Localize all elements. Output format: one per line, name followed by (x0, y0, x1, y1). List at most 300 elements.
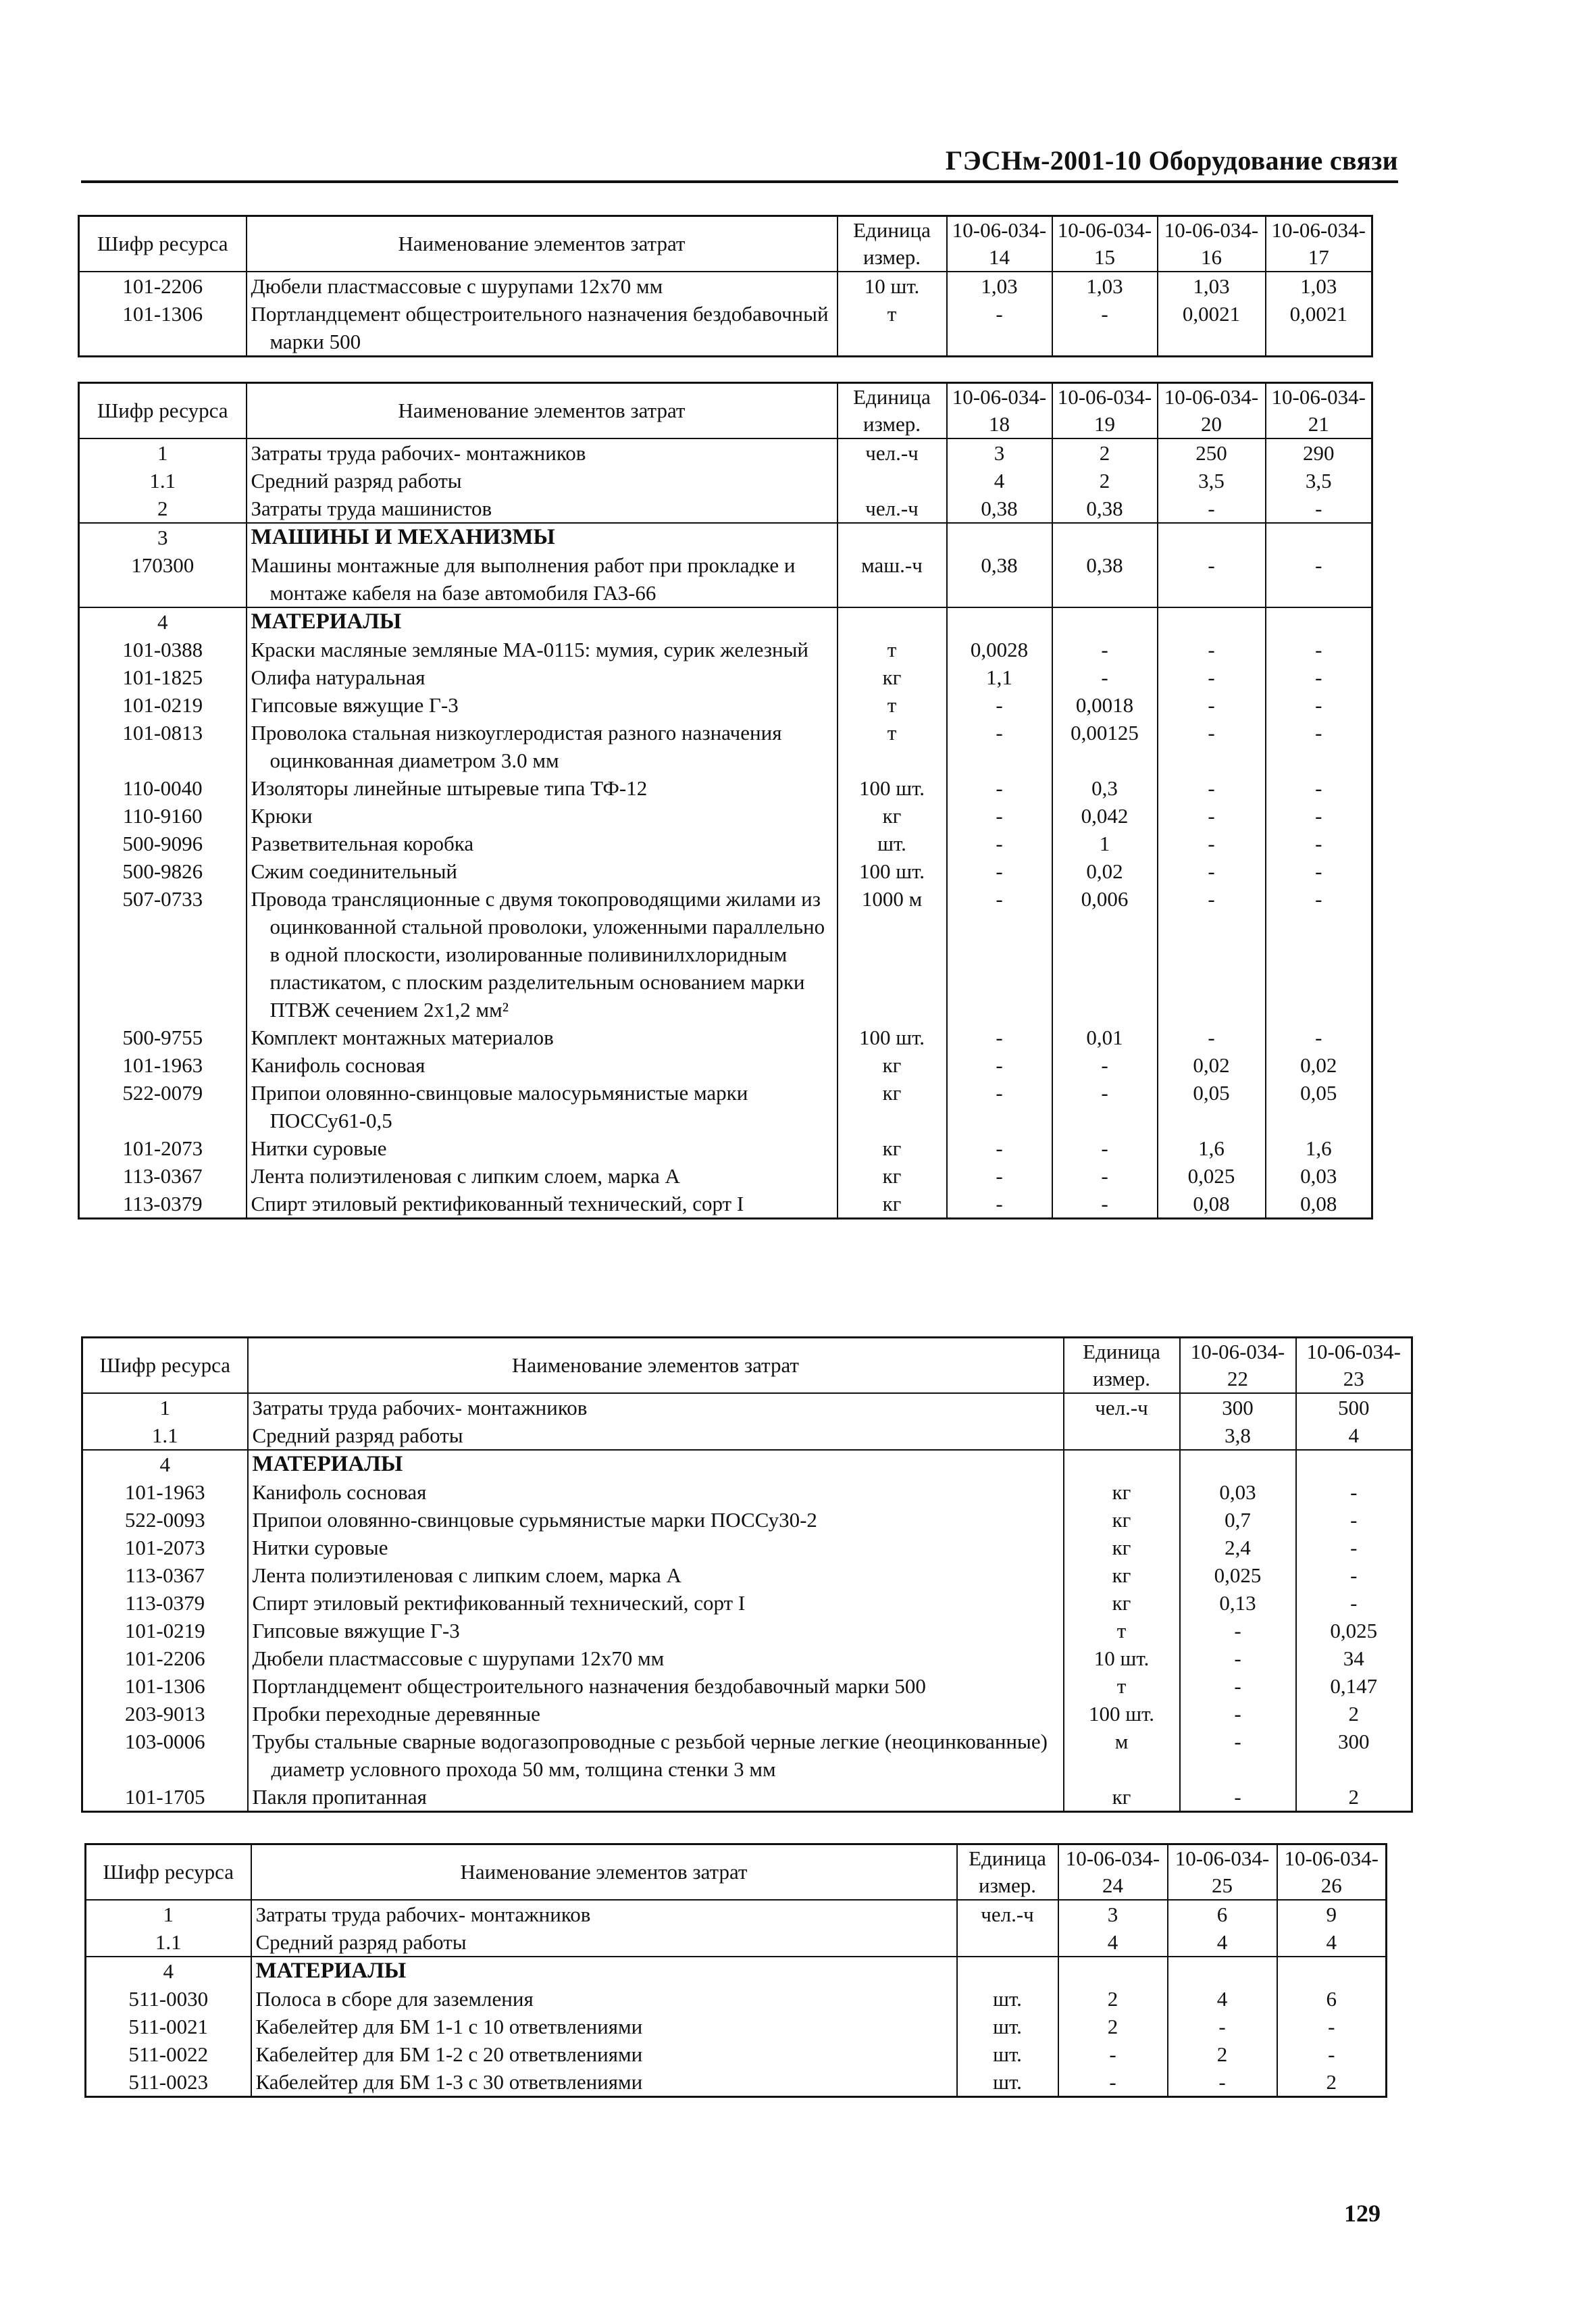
norm-value: 9 (1277, 1900, 1387, 1928)
cost-element-name: Припои оловянно-свинцовые малосурьмянистые марки ПОССу61-0,5 (251, 1081, 748, 1132)
norm-value: - (1266, 774, 1372, 802)
cost-element-name: Средний разряд работы (252, 1424, 463, 1447)
norm-code-header: 10-06-034-26 (1277, 1844, 1387, 1901)
norm-value: - (1158, 885, 1266, 1024)
cost-element-name: МАТЕРИАЛЫ (252, 1452, 403, 1476)
cost-element-name: МАТЕРИАЛЫ (251, 609, 402, 634)
norm-value (1052, 523, 1158, 551)
resource-code: 511-0022 (86, 2040, 251, 2068)
cost-element-name: Спирт этиловый ректификованный технический, сорт I (252, 1591, 746, 1615)
norm-value: 0,0021 (1266, 300, 1372, 357)
norm-value: 1,03 (947, 272, 1052, 300)
resource-code: 1.1 (79, 467, 247, 495)
unit (1064, 1422, 1180, 1450)
norm-value (1180, 1450, 1296, 1478)
norm-value: - (1266, 885, 1372, 1024)
cost-element-name: Портландцемент общестроительного назначения бездобавочный марки 500 (251, 302, 829, 353)
unit: 1000 м (838, 885, 947, 1024)
norm-value: 1,1 (947, 663, 1052, 691)
resource-code: 110-0040 (79, 774, 247, 802)
norm-value: 2,4 (1180, 1534, 1296, 1561)
table-row (79, 802, 1372, 830)
cost-table (84, 1843, 1387, 2098)
unit: 100 шт. (838, 774, 947, 802)
norm-value: - (1058, 2068, 1168, 2097)
norm-value: - (1266, 551, 1372, 607)
norm-value: - (947, 1079, 1052, 1134)
cost-table-1 (78, 215, 1373, 357)
unit: шт. (957, 2013, 1058, 2040)
col-name-header: Наименование элементов затрат (247, 216, 838, 272)
cost-element-name: Припои оловянно-свинцовые сурьмянистые марки ПОССу30-2 (252, 1508, 817, 1532)
norm-value (1052, 607, 1158, 636)
cost-element-name: Разветвительная коробка (251, 832, 474, 855)
norm-code-header: 10-06-034-19 (1052, 383, 1158, 439)
norm-value: - (1158, 663, 1266, 691)
norm-value: 0,38 (1052, 551, 1158, 607)
section-row (82, 1450, 1412, 1478)
norm-value: - (947, 1134, 1052, 1162)
norm-value: 0,02 (1052, 857, 1158, 885)
cost-element-name: Пробки переходные деревянные (252, 1702, 540, 1726)
cost-element-name-cell (247, 802, 838, 830)
norm-value: 6 (1168, 1900, 1277, 1928)
col-code-header: Шифр ресурса (79, 383, 247, 439)
norm-value: 0,025 (1296, 1617, 1412, 1644)
unit: т (1064, 1617, 1180, 1644)
norm-value: 0,03 (1266, 1162, 1372, 1190)
unit: кг (838, 1162, 947, 1190)
norm-code-header: 10-06-034-15 (1052, 216, 1158, 272)
unit: шт. (838, 830, 947, 857)
norm-value: 2 (1296, 1700, 1412, 1728)
norm-value: 1 (1052, 830, 1158, 857)
cost-element-name-cell (248, 1393, 1064, 1422)
norm-value: - (947, 300, 1052, 357)
norm-value: - (1052, 1079, 1158, 1134)
cost-element-name: Затраты труда рабочих- монтажников (252, 1396, 588, 1419)
norm-value: - (1180, 1783, 1296, 1812)
cost-element-name: Крюки (251, 804, 313, 828)
header-row (79, 216, 1372, 272)
header-row (82, 1338, 1412, 1394)
cost-element-name-cell (248, 1422, 1064, 1450)
cost-element-name: Трубы стальные сварные водогазопроводные с резьбой черные легкие (неоцинкованные) диаметр условного прохода 50 мм, толщина стенки 3 мм (252, 1730, 1048, 1781)
norm-value: - (1158, 719, 1266, 774)
cost-element-name-cell (251, 1957, 957, 1985)
resource-code: 1 (82, 1393, 248, 1422)
norm-value (1266, 523, 1372, 551)
resource-code: 170300 (79, 551, 247, 607)
norm-value: 2 (1296, 1783, 1412, 1812)
norm-value: 2 (1058, 1985, 1168, 2013)
resource-code: 3 (79, 523, 247, 551)
norm-value: - (1052, 636, 1158, 663)
cost-element-name: Портландцемент общестроительного назначения бездобавочный марки 500 (252, 1674, 926, 1698)
unit: чел.-ч (957, 1900, 1058, 1928)
table-row (82, 1728, 1412, 1783)
norm-value: 0,042 (1052, 802, 1158, 830)
cost-element-name-cell (251, 1928, 957, 1957)
unit: шт. (957, 2040, 1058, 2068)
cost-element-name: Дюбели пластмассовые с шурупами 12х70 мм (251, 274, 663, 298)
resource-code: 113-0379 (82, 1589, 248, 1617)
norm-value: - (1296, 1561, 1412, 1589)
cost-table (81, 1336, 1413, 1813)
resource-code: 1.1 (86, 1928, 251, 1957)
norm-value: - (1266, 1024, 1372, 1051)
norm-value: - (1052, 663, 1158, 691)
norm-value: 3 (1058, 1900, 1168, 1928)
resource-code: 203-9013 (82, 1700, 248, 1728)
norm-value: - (947, 857, 1052, 885)
norm-value: - (1180, 1728, 1296, 1783)
norm-value: 0,3 (1052, 774, 1158, 802)
resource-code: 1.1 (82, 1422, 248, 1450)
cost-element-name-cell (247, 1079, 838, 1134)
norm-value: 0,05 (1266, 1079, 1372, 1134)
col-unit-header: Единица измер. (838, 383, 947, 439)
norm-code-header: 10-06-034-23 (1296, 1338, 1412, 1394)
norm-value: 0,38 (1052, 495, 1158, 523)
norm-value: - (1158, 636, 1266, 663)
table-row (79, 1134, 1372, 1162)
table-row (79, 1024, 1372, 1051)
norm-value (1296, 1450, 1412, 1478)
norm-value: 2 (1168, 2040, 1277, 2068)
norm-value: - (1158, 691, 1266, 719)
unit: чел.-ч (838, 438, 947, 467)
norm-value: 0,38 (947, 551, 1052, 607)
norm-value (1058, 1957, 1168, 1985)
norm-value: 1,6 (1158, 1134, 1266, 1162)
norm-value: 4 (1277, 1928, 1387, 1957)
cost-element-name-cell (248, 1478, 1064, 1506)
resource-code: 103-0006 (82, 1728, 248, 1783)
table-row (79, 495, 1372, 523)
unit: кг (1064, 1783, 1180, 1812)
norm-value: - (1266, 663, 1372, 691)
norm-value: - (947, 719, 1052, 774)
norm-value: 6 (1277, 1985, 1387, 2013)
unit: м (1064, 1728, 1180, 1783)
norm-value: 34 (1296, 1644, 1412, 1672)
norm-value: 1,03 (1052, 272, 1158, 300)
cost-element-name: Комплект монтажных материалов (251, 1026, 554, 1049)
cost-element-name-cell (247, 300, 838, 357)
cost-element-name-cell (248, 1700, 1064, 1728)
resource-code: 2 (79, 495, 247, 523)
cost-element-name: Затраты труда машинистов (251, 497, 492, 520)
page-number: 129 (1344, 2200, 1381, 2227)
cost-element-name-cell (248, 1534, 1064, 1561)
cost-element-name: МАШИНЫ И МЕХАНИЗМЫ (251, 525, 555, 549)
cost-element-name: Лента полиэтиленовая с липким слоем, марка А (251, 1164, 680, 1188)
cost-element-name: Гипсовые вяжущие Г-3 (252, 1619, 460, 1642)
unit (957, 1928, 1058, 1957)
norm-value: - (1052, 1162, 1158, 1190)
table-row (79, 438, 1372, 467)
norm-value: 0,00125 (1052, 719, 1158, 774)
resource-code: 113-0367 (79, 1162, 247, 1190)
resource-code: 101-1306 (79, 300, 247, 357)
cost-element-name: Средний разряд работы (255, 1930, 467, 1954)
cost-element-name-cell (248, 1617, 1064, 1644)
norm-value: 3 (947, 438, 1052, 467)
norm-value: - (1266, 802, 1372, 830)
norm-value: - (1052, 1190, 1158, 1219)
col-code-header: Шифр ресурса (82, 1338, 248, 1394)
norm-value (1266, 607, 1372, 636)
cost-element-name-cell (248, 1644, 1064, 1672)
norm-value: 0,7 (1180, 1506, 1296, 1534)
cost-element-name-cell (247, 523, 838, 551)
table-row (79, 857, 1372, 885)
cost-element-name-cell (247, 438, 838, 467)
norm-value: 0,02 (1158, 1051, 1266, 1079)
norm-value: 1,03 (1158, 272, 1266, 300)
norm-code-header: 10-06-034-22 (1180, 1338, 1296, 1394)
resource-code: 1 (86, 1900, 251, 1928)
norm-value: 0,13 (1180, 1589, 1296, 1617)
norm-value: - (947, 1190, 1052, 1219)
table-row (79, 719, 1372, 774)
cost-element-name-cell (248, 1589, 1064, 1617)
norm-value: - (1180, 1617, 1296, 1644)
table-row (79, 1079, 1372, 1134)
unit: кг (1064, 1534, 1180, 1561)
norm-value: - (947, 885, 1052, 1024)
norm-value: 0,01 (1052, 1024, 1158, 1051)
table-row (86, 2013, 1387, 2040)
resource-code: 101-0219 (82, 1617, 248, 1644)
unit: т (838, 300, 947, 357)
norm-value: - (1296, 1534, 1412, 1561)
norm-value: - (1180, 1672, 1296, 1700)
cost-element-name-cell (247, 495, 838, 523)
col-code-header: Шифр ресурса (86, 1844, 251, 1901)
unit: кг (838, 802, 947, 830)
resource-code: 101-1963 (82, 1478, 248, 1506)
unit: шт. (957, 2068, 1058, 2097)
unit (1064, 1450, 1180, 1478)
cost-element-name: Лента полиэтиленовая с липким слоем, марка А (252, 1563, 681, 1587)
cost-element-name-cell (247, 607, 838, 636)
cost-element-name-cell (248, 1728, 1064, 1783)
norm-value: 300 (1296, 1728, 1412, 1783)
norm-value: 1,03 (1266, 272, 1372, 300)
cost-element-name: Кабелейтер для БМ 1-2 с 20 ответвлениями (255, 2042, 643, 2066)
unit: кг (1064, 1561, 1180, 1589)
norm-value: - (1266, 691, 1372, 719)
cost-table (78, 215, 1373, 357)
cost-element-name-cell (247, 885, 838, 1024)
cost-element-name: Затраты труда рабочих- монтажников (251, 441, 586, 465)
cost-element-name: Изоляторы линейные штыревые типа ТФ-12 (251, 776, 648, 800)
header-row (79, 383, 1372, 439)
norm-value: - (947, 830, 1052, 857)
table-row (86, 1928, 1387, 1957)
cost-table (78, 382, 1373, 1219)
norm-value: 3,8 (1180, 1422, 1296, 1450)
cost-element-name-cell (251, 2068, 957, 2097)
norm-value: - (1058, 2040, 1168, 2068)
norm-value: 0,0021 (1158, 300, 1266, 357)
norm-value: 2 (1277, 2068, 1387, 2097)
cost-element-name-cell (247, 1024, 838, 1051)
cost-element-name-cell (251, 1985, 957, 2013)
resource-code: 101-0219 (79, 691, 247, 719)
cost-table-4 (84, 1843, 1387, 2098)
col-name-header: Наименование элементов затрат (248, 1338, 1064, 1394)
norm-value: 500 (1296, 1393, 1412, 1422)
norm-value: - (1158, 802, 1266, 830)
resource-code: 101-1705 (82, 1783, 248, 1812)
page-header (81, 139, 1398, 183)
norm-value: - (947, 802, 1052, 830)
norm-value: - (1296, 1589, 1412, 1617)
cost-element-name: Кабелейтер для БМ 1-1 с 10 ответвлениями (255, 2015, 643, 2038)
norm-value: - (947, 1024, 1052, 1051)
cost-table-3 (81, 1336, 1413, 1813)
norm-value: - (1277, 2013, 1387, 2040)
table-row (82, 1617, 1412, 1644)
norm-value: - (1266, 495, 1372, 523)
unit: кг (838, 663, 947, 691)
unit: 100 шт. (838, 857, 947, 885)
unit: 100 шт. (1064, 1700, 1180, 1728)
norm-value (1158, 523, 1266, 551)
cost-element-name-cell (251, 2013, 957, 2040)
section-row (79, 607, 1372, 636)
unit: чел.-ч (1064, 1393, 1180, 1422)
unit: т (838, 719, 947, 774)
norm-value (1158, 607, 1266, 636)
section-row (86, 1957, 1387, 1985)
table-row (82, 1589, 1412, 1617)
norm-value: 4 (1058, 1928, 1168, 1957)
resource-code: 101-2206 (82, 1644, 248, 1672)
norm-value: - (1052, 1051, 1158, 1079)
resource-code: 4 (82, 1450, 248, 1478)
norm-value: - (947, 774, 1052, 802)
norm-value: 0,025 (1180, 1561, 1296, 1589)
resource-code: 101-1825 (79, 663, 247, 691)
resource-code: 511-0030 (86, 1985, 251, 2013)
cost-element-name-cell (247, 830, 838, 857)
table-row (82, 1783, 1412, 1812)
unit: чел.-ч (838, 495, 947, 523)
unit: 100 шт. (838, 1024, 947, 1051)
norm-value: - (947, 691, 1052, 719)
resource-code: 1 (79, 438, 247, 467)
cost-element-name: Провода трансляционные с двумя токопроводящими жилами из оцинкованной стальной проволоки, уложенными параллельно в одной плоскости, изолированные поливинилхлоридным пластикатом, с плоским разделительным основанием марки ПТВЖ сечением 2х1,2 мм² (251, 887, 825, 1022)
cost-element-name: Затраты труда рабочих- монтажников (255, 1903, 591, 1926)
unit: 10 шт. (838, 272, 947, 300)
resource-code: 101-1963 (79, 1051, 247, 1079)
cost-element-name-cell (247, 663, 838, 691)
cost-element-name-cell (247, 857, 838, 885)
cost-element-name-cell (247, 1134, 838, 1162)
cost-element-name: Нитки суровые (251, 1136, 387, 1160)
unit (838, 467, 947, 495)
cost-element-name: Сжим соединительный (251, 859, 458, 883)
table-row (82, 1644, 1412, 1672)
cost-element-name-cell (251, 2040, 957, 2068)
cost-element-name: Полоса в сборе для заземления (255, 1987, 534, 2011)
cost-element-name: Машины монтажные для выполнения работ при прокладке и монтаже кабеля на базе автомобиля ГАЗ-66 (251, 553, 796, 605)
col-unit-header: Единица измер. (1064, 1338, 1180, 1394)
norm-value: - (1158, 830, 1266, 857)
norm-value: - (1052, 300, 1158, 357)
norm-value: - (1266, 636, 1372, 663)
cost-element-name: Спирт этиловый ректификованный технический, сорт I (251, 1192, 744, 1215)
cost-element-name-cell (247, 1051, 838, 1079)
table-row (79, 691, 1372, 719)
cost-element-name: МАТЕРИАЛЫ (255, 1959, 407, 1983)
resource-code: 500-9755 (79, 1024, 247, 1051)
norm-value: 0,03 (1180, 1478, 1296, 1506)
resource-code: 500-9826 (79, 857, 247, 885)
table-row (79, 636, 1372, 663)
unit: кг (1064, 1589, 1180, 1617)
norm-value: - (1277, 2040, 1387, 2068)
norm-code-header: 10-06-034-21 (1266, 383, 1372, 439)
cost-element-name-cell (247, 691, 838, 719)
norm-value: - (1266, 830, 1372, 857)
cost-element-name-cell (247, 551, 838, 607)
unit: 10 шт. (1064, 1644, 1180, 1672)
norm-value: 4 (1296, 1422, 1412, 1450)
norm-value: 4 (947, 467, 1052, 495)
cost-element-name-cell (247, 1162, 838, 1190)
norm-value: - (1180, 1644, 1296, 1672)
norm-code-header: 10-06-034-18 (947, 383, 1052, 439)
table-row (79, 830, 1372, 857)
norm-value: 250 (1158, 438, 1266, 467)
norm-value: - (1168, 2013, 1277, 2040)
table-row (82, 1393, 1412, 1422)
cost-element-name: Канифоль сосновая (251, 1053, 426, 1077)
resource-code: 507-0733 (79, 885, 247, 1024)
resource-code: 4 (86, 1957, 251, 1985)
cost-element-name-cell (247, 636, 838, 663)
norm-value: - (1158, 1024, 1266, 1051)
norm-value (1168, 1957, 1277, 1985)
cost-element-name-cell (248, 1783, 1064, 1812)
norm-value (947, 607, 1052, 636)
norm-value: 0,0018 (1052, 691, 1158, 719)
norm-value: 0,02 (1266, 1051, 1372, 1079)
norm-value: - (947, 1162, 1052, 1190)
table-row (82, 1561, 1412, 1589)
cost-element-name-cell (247, 774, 838, 802)
cost-element-name: Нитки суровые (252, 1536, 388, 1559)
unit (838, 607, 947, 636)
section-row (79, 523, 1372, 551)
unit (957, 1957, 1058, 1985)
resource-code: 500-9096 (79, 830, 247, 857)
unit: кг (1064, 1478, 1180, 1506)
cost-element-name: Гипсовые вяжущие Г-3 (251, 693, 459, 717)
cost-element-name-cell (247, 1190, 838, 1219)
norm-value: - (1266, 857, 1372, 885)
table-row (79, 885, 1372, 1024)
table-row (86, 2068, 1387, 2097)
norm-value: - (1158, 495, 1266, 523)
norm-value: 0,08 (1158, 1190, 1266, 1219)
norm-value (1277, 1957, 1387, 1985)
